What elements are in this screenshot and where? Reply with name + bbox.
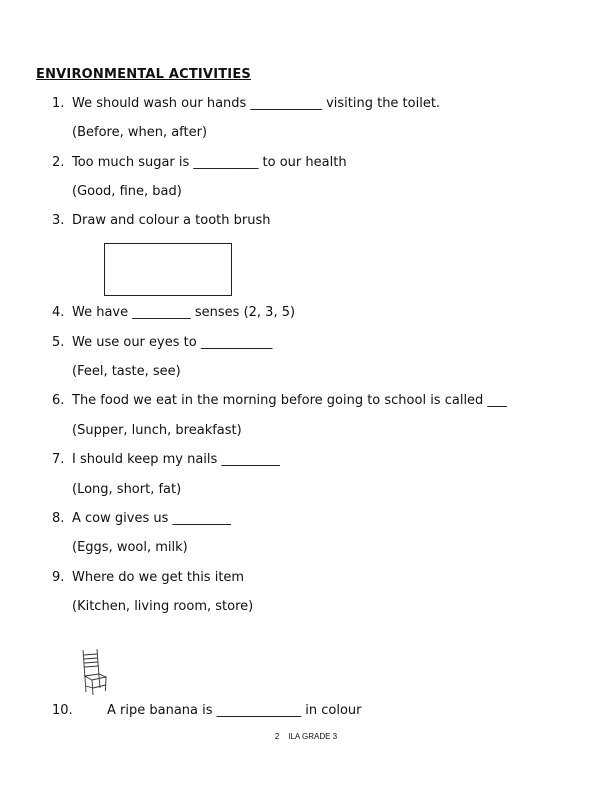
question-2-text: Too much sugar is __________ to our health bbox=[72, 155, 347, 170]
chair-icon bbox=[79, 648, 109, 696]
question-9-text: Where do we get this item bbox=[72, 570, 245, 585]
question-number-7: 7. bbox=[52, 452, 65, 467]
question-10-text: A ripe banana is _____________ in colour bbox=[107, 703, 362, 718]
question-6-text: The food we eat in the morning before going to school is called ___ bbox=[72, 393, 507, 408]
question-1-options: (Before, when, after) bbox=[72, 125, 208, 140]
question-3-text: Draw and colour a tooth brush bbox=[72, 213, 271, 228]
question-5-text: We use our eyes to ___________ bbox=[72, 335, 273, 350]
question-4-text: We have _________ senses (2, 3, 5) bbox=[72, 305, 296, 320]
question-number-2: 2. bbox=[52, 155, 65, 170]
question-number-5: 5. bbox=[52, 335, 65, 350]
question-number-3: 3. bbox=[52, 213, 65, 228]
page-footer: 2 ILA GRADE 3 bbox=[274, 732, 338, 741]
question-number-6: 6. bbox=[52, 393, 65, 408]
question-number-8: 8. bbox=[52, 511, 65, 526]
question-7-text: I should keep my nails _________ bbox=[72, 452, 280, 467]
question-1-text: We should wash our hands ___________ visiting the toilet. bbox=[72, 96, 441, 111]
drawing-box[interactable] bbox=[104, 243, 232, 296]
question-number-10: 10. bbox=[52, 703, 73, 718]
question-number-9: 9. bbox=[52, 570, 65, 585]
question-9-options: (Kitchen, living room, store) bbox=[72, 599, 254, 614]
question-2-options: (Good, fine, bad) bbox=[72, 184, 182, 199]
question-8-options: (Eggs, wool, milk) bbox=[72, 540, 188, 555]
question-8-text: A cow gives us _________ bbox=[72, 511, 231, 526]
question-number-4: 4. bbox=[52, 305, 65, 320]
section-heading: ENVIRONMENTAL ACTIVITIES bbox=[36, 67, 251, 82]
question-6-options: (Supper, lunch, breakfast) bbox=[72, 423, 242, 438]
question-5-options: (Feel, taste, see) bbox=[72, 364, 181, 379]
question-number-1: 1. bbox=[52, 96, 65, 111]
question-7-options: (Long, short, fat) bbox=[72, 482, 182, 497]
